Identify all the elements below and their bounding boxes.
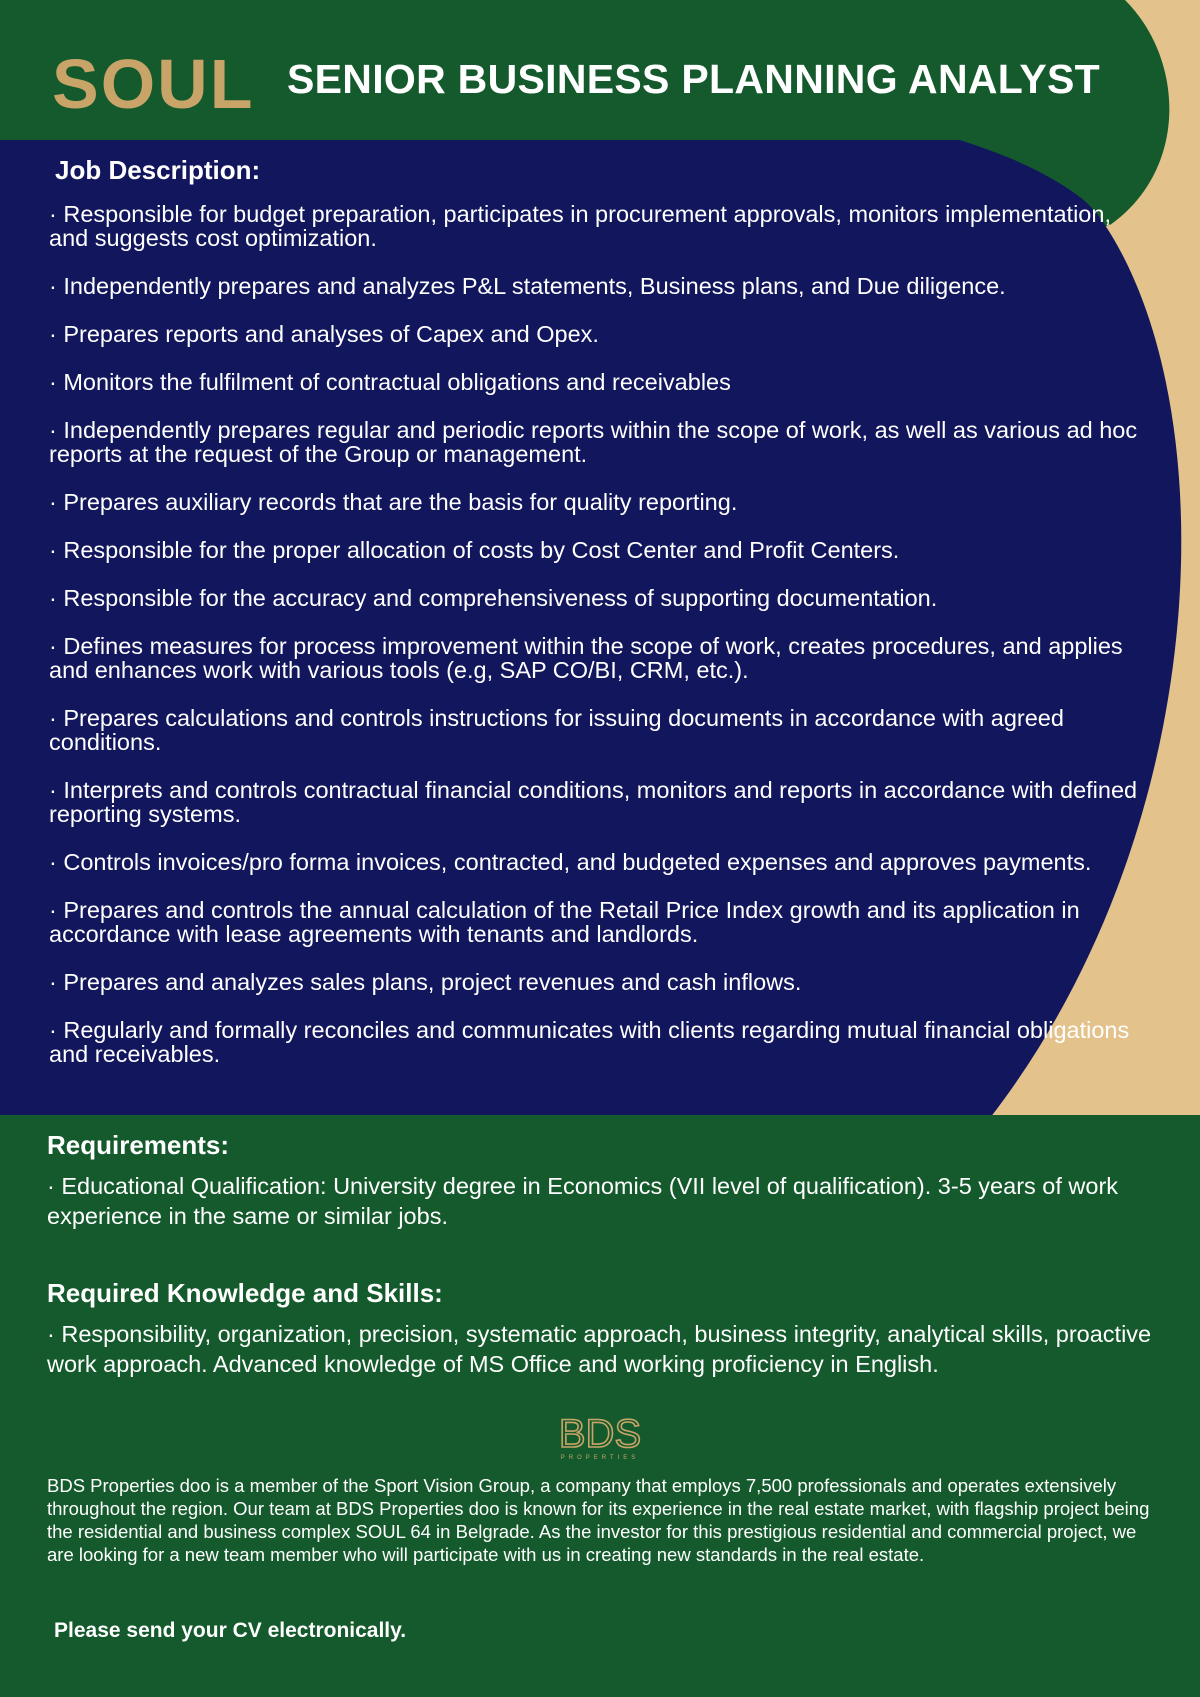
call-to-action: Please send your CV electronically. [54, 1619, 407, 1642]
job-description-heading: Job Description: [55, 155, 261, 185]
list-item: · Monitors the fulfilment of contractual obligations and receivables [49, 369, 731, 395]
list-item: · Responsible for the accuracy and comprehensiveness of supporting documentation. [49, 585, 938, 611]
list-item: · Controls invoices/pro forma invoices, contracted, and budgeted expenses and approves payments. [49, 849, 1092, 875]
list-item: · Prepares and analyzes sales plans, project revenues and cash inflows. [49, 969, 802, 995]
list-item: · Independently prepares regular and periodic reports within the scope of work, as well as various ad hoc reports at the request of the Group or management. [49, 417, 1138, 467]
header [0, 0, 1200, 140]
list-item: · Defines measures for process improvement within the scope of work, creates procedures, and applies and enhances work with various tools (e.g, SAP CO/BI, CRM, etc.). [49, 633, 1123, 683]
list-item: · Prepares and controls the annual calculation of the Retail Price Index growth and its application in accordance with lease agreements with tenants and landlords. [49, 897, 1080, 947]
requirements-text: · Educational Qualification: University degree in Economics (VII level of qualification). 3-5 years of work experience in the same or similar jobs. [47, 1173, 1119, 1229]
requirements-section [47, 1130, 1157, 1231]
list-item: · Regularly and formally reconciles and communicates with clients regarding mutual financial obligations and receivables. [49, 1017, 1130, 1067]
list-item: · Prepares calculations and controls instructions for issuing documents in accordance with agreed conditions. [49, 705, 1064, 755]
knowledge-section [47, 1278, 1157, 1379]
knowledge-heading: Required Knowledge and Skills: [47, 1278, 443, 1308]
list-item: · Prepares reports and analyses of Capex and Opex. [49, 321, 599, 347]
list-item: · Independently prepares and analyzes P&L statements, Business plans, and Due diligence. [49, 273, 1006, 299]
soul-logo-text: SOUL [52, 45, 255, 123]
company-description: BDS Properties doo is a member of the Sport Vision Group, a company that employs 7,500 professionals and operates extensively throughout the region. Our team at BDS Properties doo is known for its experience in the real estate market, with flagship project being the residential and business complex SOUL 64 in Belgrade. As the investor for this prestigious residential and commercial project, we are looking for a new team member who will participate with us in creating new standards in the real estate. [47, 1475, 1150, 1565]
page-title: SENIOR BUSINESS PLANNING ANALYST [287, 56, 1101, 102]
bds-properties-logo [545, 1412, 655, 1462]
bds-logo-text: BDS [558, 1412, 642, 1456]
soul-logo [52, 40, 255, 123]
list-item: · Responsible for budget preparation, participates in procurement approvals, monitors implementation, and suggests cost optimization. [49, 201, 1111, 251]
requirements-heading: Requirements: [47, 1130, 230, 1160]
knowledge-text: · Responsibility, organization, precision, systematic approach, business integrity, analytical skills, proactive work approach. Advanced knowledge of MS Office and working proficiency in English. [47, 1321, 1152, 1377]
job-description-list [49, 202, 1149, 1090]
list-item: · Responsible for the proper allocation of costs by Cost Center and Profit Centers. [49, 537, 900, 563]
list-item: · Interprets and controls contractual financial conditions, monitors and reports in accordance with defined reporting systems. [49, 777, 1138, 827]
bds-logo-subtext: PROPERTIES [560, 1455, 640, 1461]
list-item: · Prepares auxiliary records that are the basis for quality reporting. [49, 489, 738, 515]
